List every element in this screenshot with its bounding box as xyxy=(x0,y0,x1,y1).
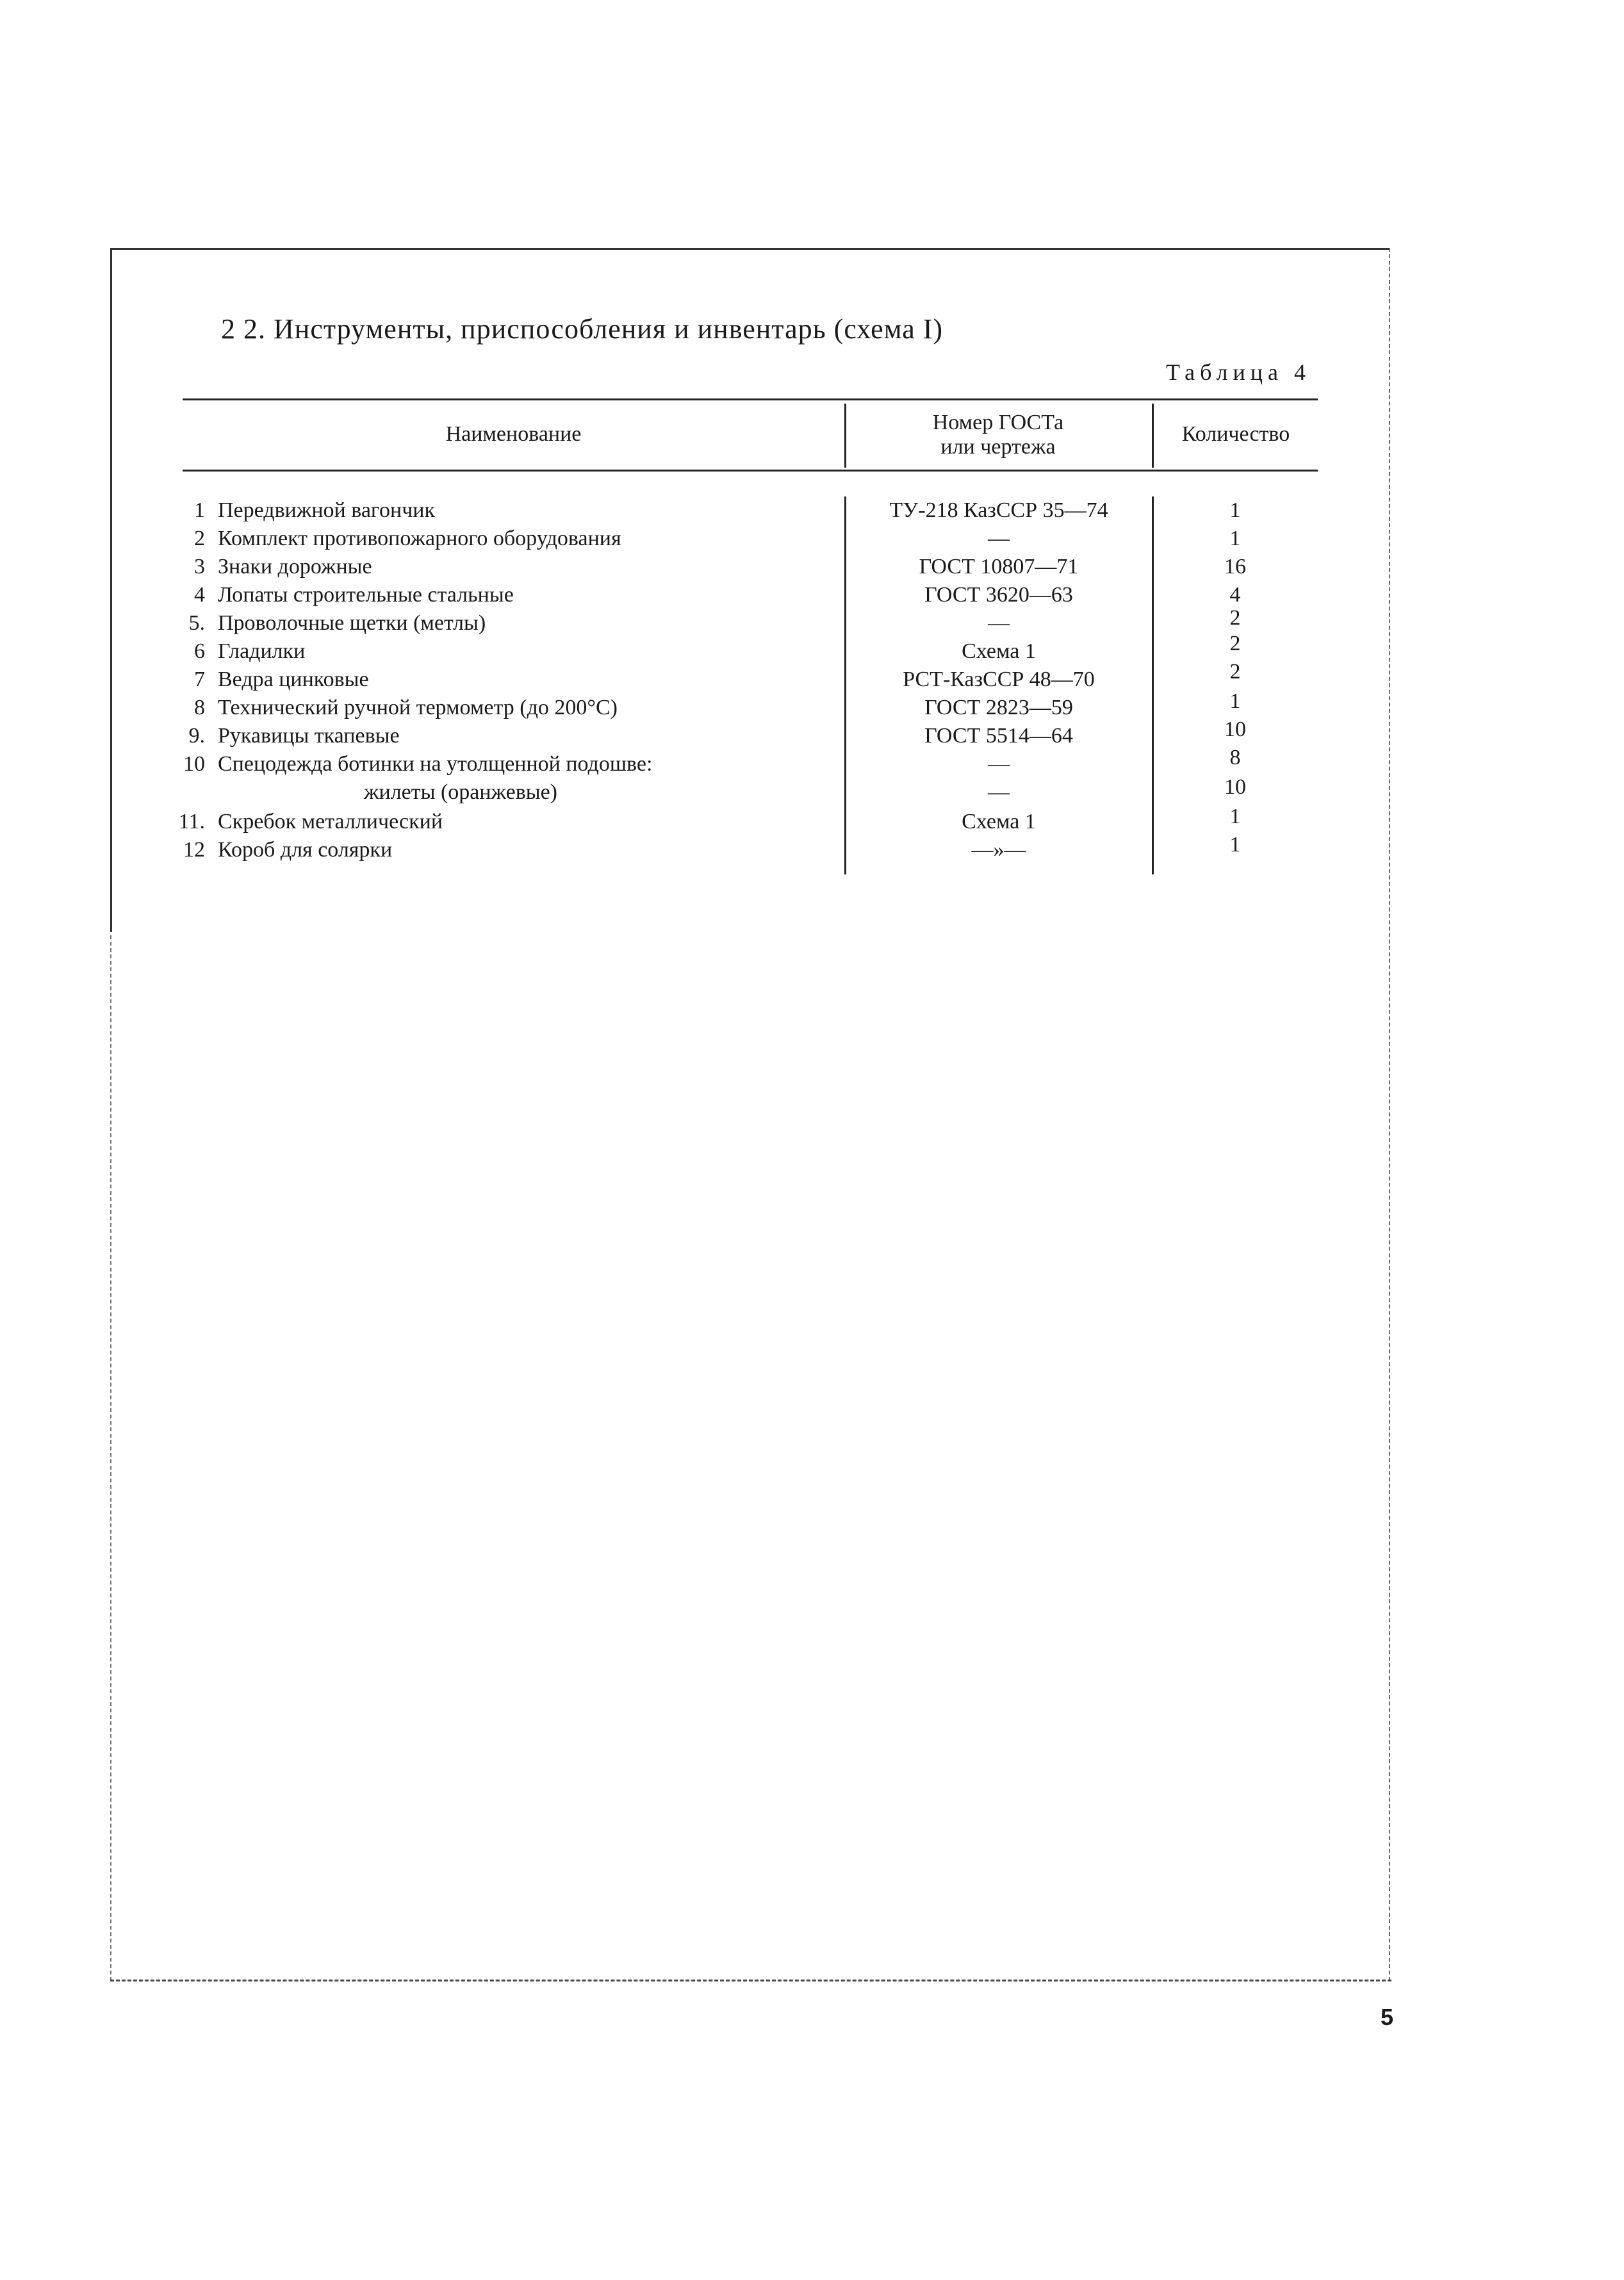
row-gost: — xyxy=(988,780,1010,804)
row-number: 7 xyxy=(194,668,205,691)
row-number: 12 xyxy=(183,838,205,862)
row-name: Знаки дорожные xyxy=(218,555,372,578)
row-qty: 16 xyxy=(1224,555,1246,578)
row-qty: 10 xyxy=(1224,775,1246,799)
frame-right-line xyxy=(1389,248,1390,1981)
row-number: 2 xyxy=(194,527,205,550)
frame-bottom-line xyxy=(110,1980,1391,1981)
row-name: Рукавицы ткапевые xyxy=(218,724,400,748)
row-name: Скребок металлический xyxy=(218,810,443,833)
row-qty: 1 xyxy=(1229,833,1241,857)
row-qty: 2 xyxy=(1229,632,1241,655)
row-gost: ГОСТ 5514—64 xyxy=(924,724,1073,748)
row-qty: 1 xyxy=(1229,498,1241,522)
table-header-rule xyxy=(183,470,1318,472)
row-number: 6 xyxy=(194,639,205,663)
row-gost: — xyxy=(988,611,1010,635)
row-gost: ТУ-218 КазССР 35—74 xyxy=(889,498,1108,522)
row-qty: 8 xyxy=(1229,746,1241,769)
row-number: 10 xyxy=(183,752,205,776)
row-qty: 1 xyxy=(1229,805,1241,828)
row-gost: — xyxy=(988,752,1010,776)
row-name: Спецодежда ботинки на утолщенной подошве: xyxy=(218,752,653,776)
frame-top-line xyxy=(110,248,1390,250)
frame-left-line xyxy=(110,248,112,932)
frame-left-line-lower xyxy=(110,935,111,1981)
row-qty: 10 xyxy=(1224,718,1246,741)
row-qty: 2 xyxy=(1229,660,1241,684)
row-number: 1 xyxy=(194,498,205,522)
row-number: 4 xyxy=(194,583,205,607)
row-number: 9. xyxy=(188,724,205,748)
row-gost: Схема 1 xyxy=(962,810,1036,833)
row-gost: РСТ-КазССР 48—70 xyxy=(903,668,1095,691)
row-name: Технический ручной термометр (до 200°C) xyxy=(218,696,618,719)
row-name: Гладилки xyxy=(218,639,306,663)
row-qty: 4 xyxy=(1229,583,1241,607)
row-gost: —»— xyxy=(971,838,1026,862)
header-name: Наименование xyxy=(445,422,582,446)
row-name: жилеты (оранжевые) xyxy=(364,780,557,804)
row-name: Короб для солярки xyxy=(218,838,393,862)
row-name: Проволочные щетки (метлы) xyxy=(218,611,486,635)
row-name: Лопаты строительные стальные xyxy=(218,583,514,607)
table-caption: Таблица 4 xyxy=(1166,359,1311,385)
row-gost: — xyxy=(988,527,1010,550)
row-gost: ГОСТ 10807—71 xyxy=(919,555,1079,578)
row-number: 3 xyxy=(194,555,205,578)
row-gost: Схема 1 xyxy=(962,639,1036,663)
page-number: 5 xyxy=(1381,2004,1394,2030)
row-qty: 1 xyxy=(1229,527,1241,550)
header-qty: Количество xyxy=(1181,422,1290,446)
row-number: 5. xyxy=(188,611,205,635)
row-gost: ГОСТ 3620—63 xyxy=(924,583,1073,607)
row-number: 11. xyxy=(178,810,205,833)
row-number: 8 xyxy=(194,696,205,719)
header-gost-line2: или чертежа xyxy=(940,435,1056,459)
header-gost-line1: Номер ГОСТа xyxy=(932,411,1064,434)
row-name: Передвижной вагончик xyxy=(218,498,436,522)
row-name: Комплект противопожарного оборудования xyxy=(218,527,621,550)
section-title: 2 2. Инструменты, приспособления и инвентарь (схема I) xyxy=(221,313,944,345)
row-gost: ГОСТ 2823—59 xyxy=(924,696,1073,719)
row-qty: 1 xyxy=(1229,689,1241,713)
table-top-rule xyxy=(183,398,1318,400)
row-name: Ведра цинковые xyxy=(218,668,369,691)
row-qty: 2 xyxy=(1229,606,1241,630)
